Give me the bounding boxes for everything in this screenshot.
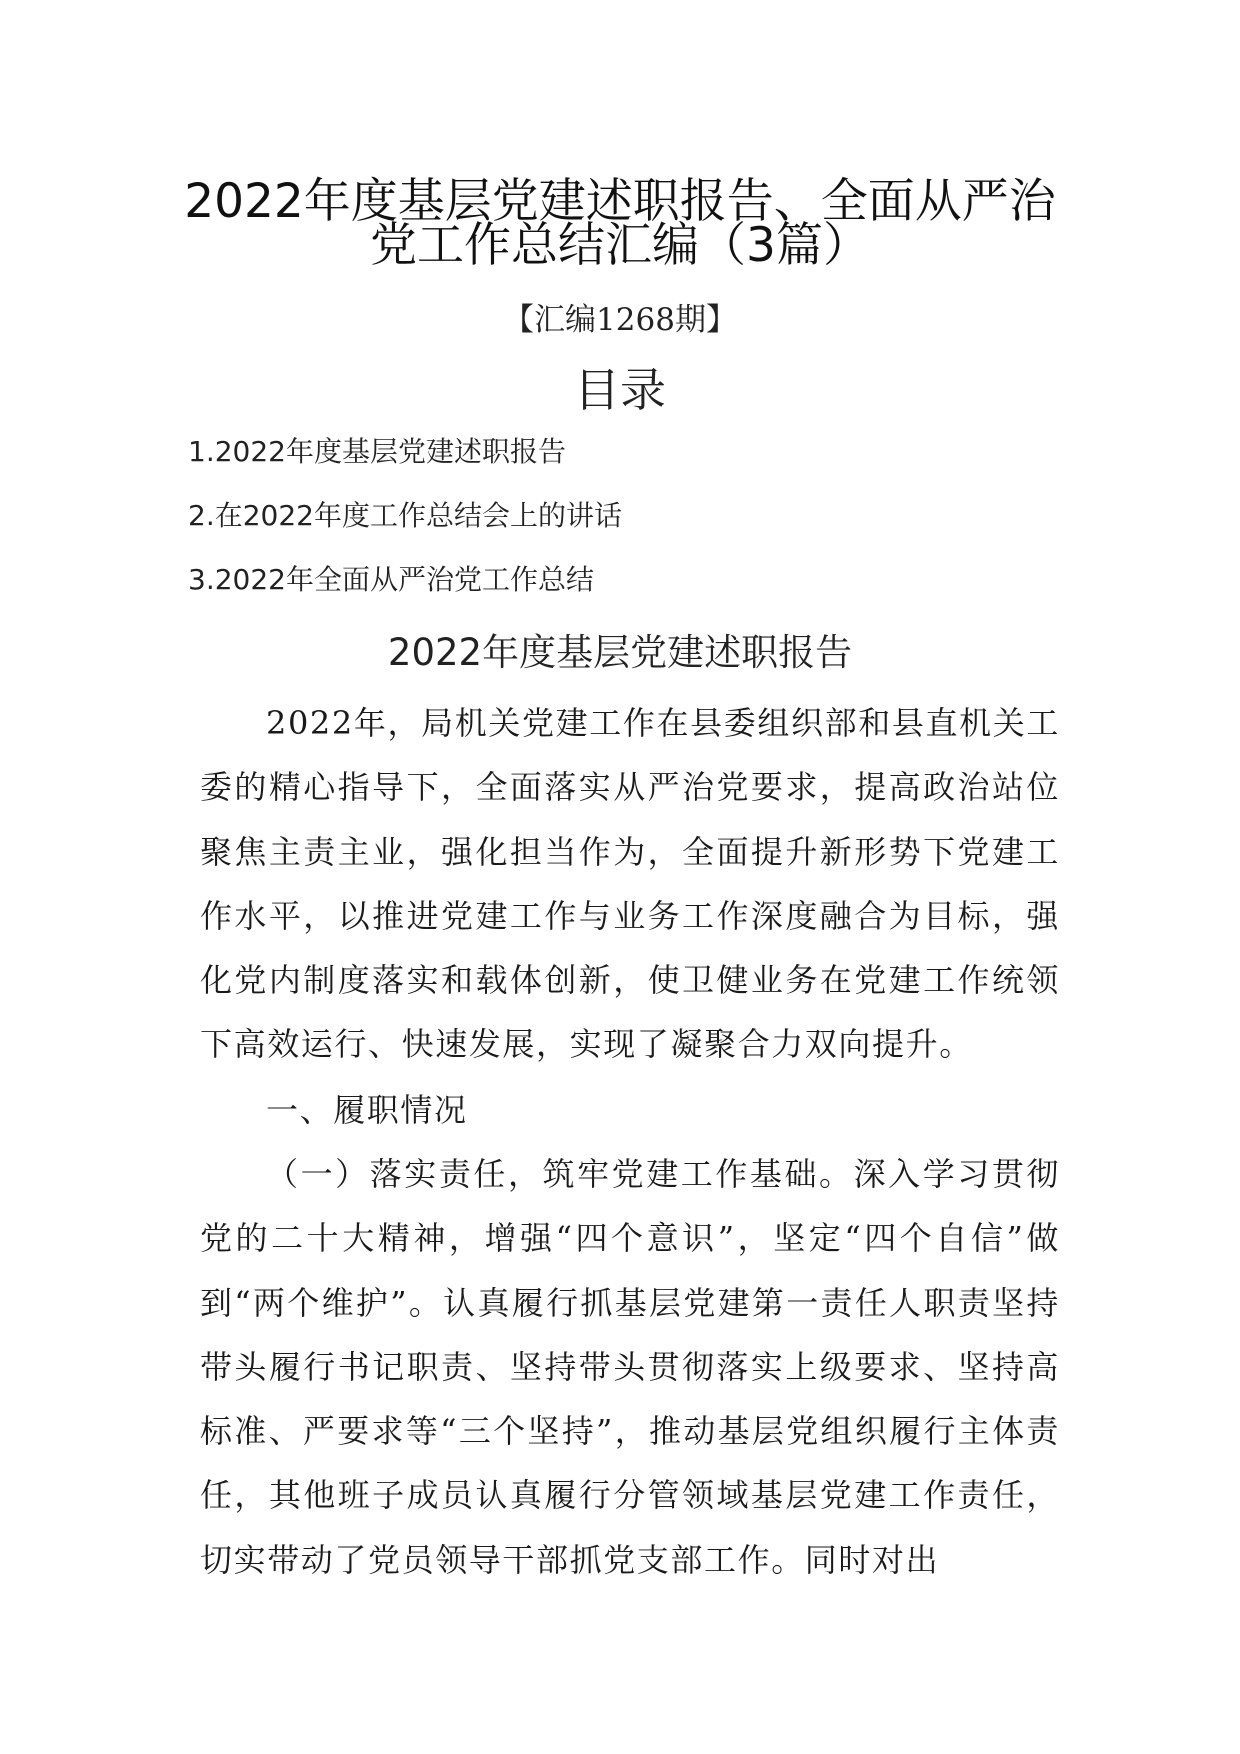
heading-block — [200, 1078, 1060, 1142]
table-of-contents — [188, 432, 622, 624]
toc-heading: 目录 — [574, 363, 666, 417]
intro-paragraph: 2022年，局机关党建工作在县委组织部和县直机关工委的精心指导下，全面落实从严治党要求，提高政治站位聚焦主责主业，强化担当作为，全面提升新形势下党建工作水平，以推进党建工作与业务工作深度融合为目标，强化党内制度落实和载体创新，使卫健业务在党建工作统领下高效运行、快速发展，实现了凝聚合力双向提升。 — [200, 704, 1060, 1064]
document-title-line-1: 2022年度基层党建述职报告、全面从严治 — [184, 174, 1056, 229]
document-title-line-2: 党工作总结汇编（3篇） — [370, 218, 870, 273]
toc-item: 3.2022年全面从严治党工作总结 — [188, 563, 594, 596]
body-paragraph: （一）落实责任，筑牢党建工作基础。深入学习贯彻党的二十大精神，增强“四个意识”，坚定“四个自信”做到“两个维护”。认真履行抓基层党建第一责任人职责坚持带头履行书记职责、坚持带头贯彻落实上级要求、坚持高标准、严要求等“三个坚持”，推动基层党组织履行主体责任，其他班子成员认真履行分管领域基层党建工作责任，切实带动了党员领导干部抓党支部工作。同时对出 — [200, 1155, 1060, 1579]
section-heading: 一、履职情况 — [266, 1091, 468, 1129]
toc-item: 2.在2022年度工作总结会上的讲话 — [188, 499, 622, 532]
section-title: 2022年度基层党建述职报告 — [387, 631, 853, 674]
issue-label: 【汇编1268期】 — [503, 302, 737, 338]
body-block — [200, 1142, 1060, 1592]
intro-block — [200, 691, 1060, 1077]
toc-item: 1.2022年度基层党建述职报告 — [188, 435, 566, 468]
